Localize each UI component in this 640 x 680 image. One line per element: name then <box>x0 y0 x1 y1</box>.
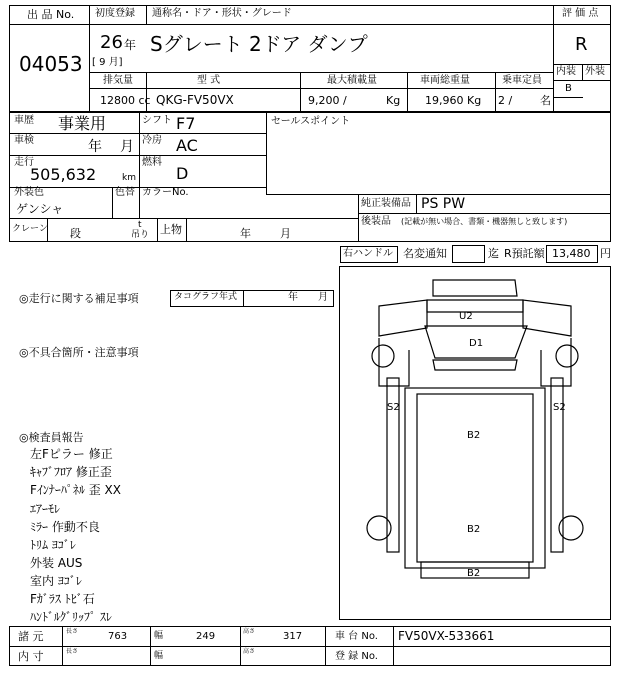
color-label: 外装色 <box>14 187 44 198</box>
dump-bed-shape <box>405 388 545 568</box>
name-change-label: 名変通知 <box>403 247 447 260</box>
divider <box>495 72 496 112</box>
crane-stage: 段 <box>70 227 81 240</box>
lot-number: 04053 <box>19 52 83 76</box>
damage-s2-right: S2 <box>553 402 566 413</box>
divider <box>139 187 140 218</box>
capacity-label: 乗車定員 <box>502 75 542 86</box>
interior-label: 内装 <box>556 66 576 77</box>
report-line: ﾊﾝﾄﾞﾙｸﾞﾘｯﾌﾟ ｽﾚ <box>30 610 112 624</box>
divider <box>157 218 158 242</box>
equipment-value: PS PW <box>421 196 466 212</box>
inner-height-label: 高さ <box>243 648 256 655</box>
cab-upper-shape <box>427 300 523 312</box>
divider <box>582 64 583 80</box>
chassis-number: FV50VX-533661 <box>398 629 495 643</box>
right-door-shape <box>523 300 571 336</box>
damage-d1: D1 <box>469 338 484 349</box>
damage-b2-tailgate: B2 <box>467 568 481 579</box>
divider <box>89 72 553 73</box>
right-hand-drive: 右ハンドル <box>343 248 393 259</box>
capacity-unit: 名 <box>540 94 551 107</box>
shift-label: シフト <box>142 115 172 126</box>
report-line: 外装 AUS <box>30 556 83 570</box>
first-reg-label: 初度登録 <box>95 8 135 19</box>
inner-width-label: 幅 <box>154 651 164 661</box>
divider <box>9 646 611 647</box>
load-unit: Kg <box>386 94 401 107</box>
divider <box>407 72 408 112</box>
ac-value: AC <box>176 136 198 155</box>
sales-point-label: セールスポイント <box>271 116 351 127</box>
divider <box>266 194 611 195</box>
mileage-unit: km <box>122 173 136 183</box>
report-line: 室内 ﾖｺﾞﾚ <box>30 574 82 588</box>
color-value: ゲンシャ <box>16 202 64 216</box>
inspection-month-unit: 月 <box>120 139 134 155</box>
damage-b2-bed: B2 <box>467 430 481 441</box>
height-label: 高さ <box>243 628 256 635</box>
length-label: 長さ <box>66 628 79 635</box>
divider <box>553 80 611 81</box>
dimensions-label: 諸 元 <box>18 630 44 643</box>
report-line: ﾐﾗｰ 作動不良 <box>30 520 100 534</box>
divider <box>243 290 244 307</box>
divider <box>112 187 113 218</box>
name-change-box <box>452 245 485 263</box>
divider <box>150 626 151 666</box>
gross-weight-label: 車両総重量 <box>420 75 470 86</box>
report-line: 左Fピラー 修正 <box>30 447 113 461</box>
truck-damage-diagram <box>339 266 611 620</box>
report-line: ｴｱｰﾓﾚ <box>30 502 61 516</box>
inner-length-label: 長さ <box>66 648 79 655</box>
divider <box>358 194 359 242</box>
mileage-label: 走行 <box>14 157 34 168</box>
divider <box>240 626 241 666</box>
report-line: Fｲﾝﾅｰﾊﾟﾈﾙ 歪 XX <box>30 483 121 497</box>
cab-front-shape <box>433 360 517 370</box>
upper-body-month: 月 <box>280 227 291 240</box>
r-deposit-value: 13,480 <box>552 247 591 260</box>
divider <box>62 626 63 666</box>
registration-label: 登 録 No. <box>335 651 378 662</box>
dump-bed-inner-shape <box>417 394 533 562</box>
inner-dimensions-label: 内 寸 <box>18 650 44 663</box>
first-reg-year: 26 <box>100 32 123 53</box>
inspection-label: 車検 <box>14 135 34 146</box>
report-line: ﾄﾘﾑ ﾖｺﾞﾚ <box>30 538 76 552</box>
front-right-wheel-shape <box>556 345 578 367</box>
lot-label: 出 品 No. <box>27 8 75 21</box>
damage-s2-left: S2 <box>387 402 400 413</box>
history-value: 事業用 <box>58 114 107 133</box>
load-value: 9,200 / <box>308 94 347 107</box>
capacity-value: 2 / <box>498 94 513 107</box>
rating-label: 評 価 点 <box>562 8 599 19</box>
crane-ton: t <box>138 220 142 230</box>
divider <box>266 112 267 194</box>
color-change-label: 色替 <box>115 187 135 198</box>
divider <box>553 97 583 98</box>
fuel-value: D <box>176 164 189 183</box>
divider <box>146 5 147 24</box>
divider <box>9 155 266 156</box>
divider <box>9 187 266 188</box>
chassis-label: 車 台 No. <box>335 631 378 642</box>
report-line: ｷｬﾌﾞﾌﾛｱ 修正歪 <box>30 465 112 479</box>
type-label: 型 式 <box>197 75 221 86</box>
displacement-value: 12800 cc <box>100 94 151 107</box>
color-code-label: カラーNo. <box>142 187 189 198</box>
tachograph-label: タコグラフ年式 <box>174 292 238 302</box>
divider <box>89 5 90 112</box>
ac-label: 冷房 <box>142 135 162 146</box>
shift-value: F7 <box>176 114 196 133</box>
aftermarket-note: (記載が無い場合、書類・機器無しと致します) <box>401 217 568 226</box>
r-deposit-unit: 円 <box>600 247 611 260</box>
year-unit: 年 <box>124 38 137 52</box>
damage-b2-rear: B2 <box>467 524 481 535</box>
divider <box>416 194 417 213</box>
divider <box>300 72 301 112</box>
mileage-value: 505,632 <box>30 165 97 184</box>
crane-label: クレーン <box>12 224 48 234</box>
fuel-label: 燃料 <box>142 157 162 168</box>
displacement-label: 排気量 <box>103 75 133 86</box>
history-label: 車歴 <box>14 115 34 126</box>
divider <box>553 24 611 25</box>
r-deposit-prefix: 迄 <box>488 247 499 260</box>
divider <box>139 112 140 188</box>
inspection-year-unit: 年 <box>88 139 102 155</box>
interior-grade: B <box>565 83 572 94</box>
divider <box>358 213 611 214</box>
divider <box>553 5 554 112</box>
model-name-label: 通称名・ドア・形状・グレード <box>152 8 292 19</box>
divider <box>9 24 553 25</box>
gross-weight-value: 19,960 Kg <box>425 94 482 107</box>
left-door-shape <box>379 300 427 336</box>
divider <box>325 626 326 666</box>
damage-u2: U2 <box>459 311 473 322</box>
exterior-label: 外装 <box>585 66 605 77</box>
aftermarket-label: 後装品 <box>361 216 391 227</box>
equipment-label: 純正装備品 <box>361 198 411 209</box>
length-value: 763 <box>108 631 128 642</box>
load-label: 最大積載量 <box>327 75 377 86</box>
front-left-wheel-shape <box>372 345 394 367</box>
upper-body-year: 年 <box>240 227 251 240</box>
first-reg-month: [ 9 月] <box>92 57 123 68</box>
height-value: 317 <box>283 631 303 642</box>
divider <box>186 218 187 242</box>
width-value: 249 <box>196 631 216 642</box>
divider <box>393 626 394 666</box>
divider <box>9 133 266 134</box>
type-value: QKG-FV50VX <box>156 93 234 107</box>
cab-roof-shape <box>433 280 517 296</box>
overall-rating: R <box>575 34 588 55</box>
divider <box>9 218 358 219</box>
model-name: Sグレート 2ドア ダンプ <box>150 32 368 56</box>
crane-lift: 吊り <box>131 230 150 240</box>
divider <box>89 88 553 89</box>
report-line: Fｶﾞﾗｽ ﾄﾋﾞ石 <box>30 592 95 606</box>
tachograph-month: 月 <box>318 292 328 303</box>
inspector-report-title: ◎検査員報告 <box>19 431 84 444</box>
upper-body-label: 上物 <box>160 223 182 236</box>
driving-notes-title: ◎走行に関する補足事項 <box>19 292 139 305</box>
width-label: 幅 <box>154 631 164 641</box>
defects-title: ◎不具合箇所・注意事項 <box>19 346 139 359</box>
r-deposit-label: R預託額 <box>504 247 545 260</box>
tachograph-year: 年 <box>288 292 298 303</box>
